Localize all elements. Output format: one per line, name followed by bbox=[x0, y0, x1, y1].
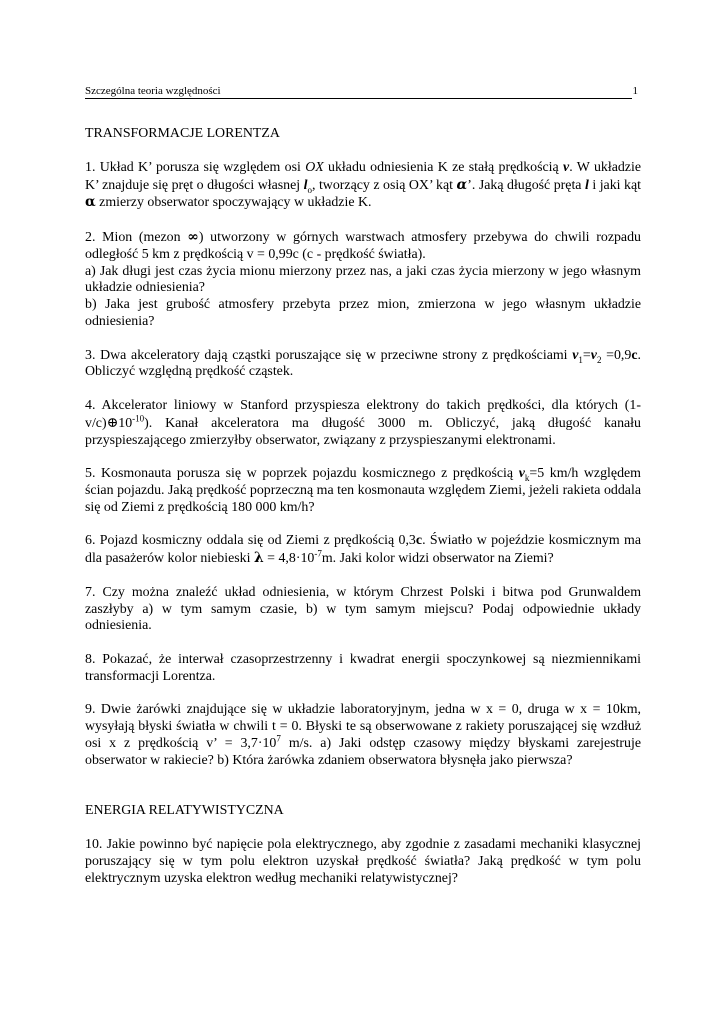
section-title-energy: ENERGIA RELATYWISTYCZNA bbox=[85, 803, 284, 819]
problem-1: 1. Układ K’ porusza się względem osi OX układu odniesienia K ze stałą prędkością v. W układzie K’ znajduje się pręt o długości własnej $l_o$, tworzący z osią OX’ kąt α’. Jaką długość pręta l i jaki kąt α zmierzy obserwator spoczywający w układzie K. bbox=[85, 159, 641, 211]
document-body bbox=[85, 126, 641, 904]
problem-10: 10. Jakie powinno być napięcie pola elektrycznego, aby zgodnie z zasadami mechaniki klasycznej poruszający się w tym polu elektron uzyskał prędkość światła? Jaką prędkość w tym polu elektrycznym uzyska elektron według mechaniki relatywistycznej? bbox=[85, 837, 641, 886]
header-title: Szczególna teoria względności bbox=[85, 85, 221, 97]
problem-6: 6. Pojazd kosmiczny oddala się od Ziemi z prędkością 0,3c. Światło w pojeździe kosmicznym ma dla pasażerów kolor niebieski $\lambda = 4,8\cdot 10^{-7}m$. Jaki kolor widzi obserwator na Ziemi? bbox=[85, 533, 641, 567]
section-title-lorentz: TRANSFORMACJE LORENTZA bbox=[85, 126, 280, 141]
problem-5: 5. Kosmonauta porusza się w poprzek pojazdu kosmicznego z prędkością $v_k=5$ km/h względem ścian pojazdu. Jaką prędkość poprzeczną ma ten kosmonauta względem Ziemi, jeżeli rakieta oddala się od Ziemi z prędkością 180 000 km/h? bbox=[85, 466, 641, 515]
problem-8: 8. Pokazać, że interwał czasoprzestrzenny i kwadrat energii spoczynkowej są niezmiennikami transformacji Lorentza. bbox=[85, 651, 641, 684]
page-number: 1 bbox=[632, 85, 638, 97]
problem-7: 7. Czy można znaleźć układ odniesienia, w którym Chrzest Polski i bitwa pod Grunwaldem zaszłyby a) w tym samym czasie, b) w tym samym miejscu? Podaj odpowiednie układy odniesienia. bbox=[85, 584, 641, 634]
problem-9: 9. Dwie żarówki znajdujące się w układzie laboratoryjnym, jedna w x = 0, druga w x = 10km, wysyłają błyski światła w chwili t = 0. Błyski te są obserwowane z rakiety poruszającej się wzdłuż osi x z prędkością v’ = $3,7\cdot 10^7$ m/s. a) Jaki odstęp czasowy między błyskami zarejestruje obserwator w rakiecie? b) Która żarówka zdaniem obserwatora błysnęła jako pierwsza? bbox=[85, 702, 642, 768]
page-header bbox=[85, 84, 638, 99]
problem-4: 4. Akcelerator liniowy w Stanford przyspiesza elektrony do takich prędkości, dla których $(1-v/c)\oplus 10^{-10}$). Kanał akceleratora ma długość 3000 m. Obliczyć, jaką długość kanału przyspieszającego zmierzyłby obserwator, związany z przyspieszanymi elektronami. bbox=[85, 397, 641, 448]
problem-3: 3. Dwa akceleratory dają cząstki poruszające się w przeciwne strony z prędkościami $v_1=v_2 =0,9c$. Obliczyć względną prędkość cząstek. bbox=[85, 347, 641, 380]
problem-2: 2. Mion (mezon ∞) utworzony w górnych warstwach atmosfery przebywa do chwili rozpadu odległość 5 km z prędkością v = 0,99c (c - prędkość światła). a) Jak długi jest czas życia mionu mierzony przez nas, a jaki czas życia mierzony w jego własnym układzie odniesienia? b) Jaka jest grubość atmosfery przebyta przez mion, zmierzona w jego własnym układzie odniesienia? bbox=[85, 228, 641, 329]
